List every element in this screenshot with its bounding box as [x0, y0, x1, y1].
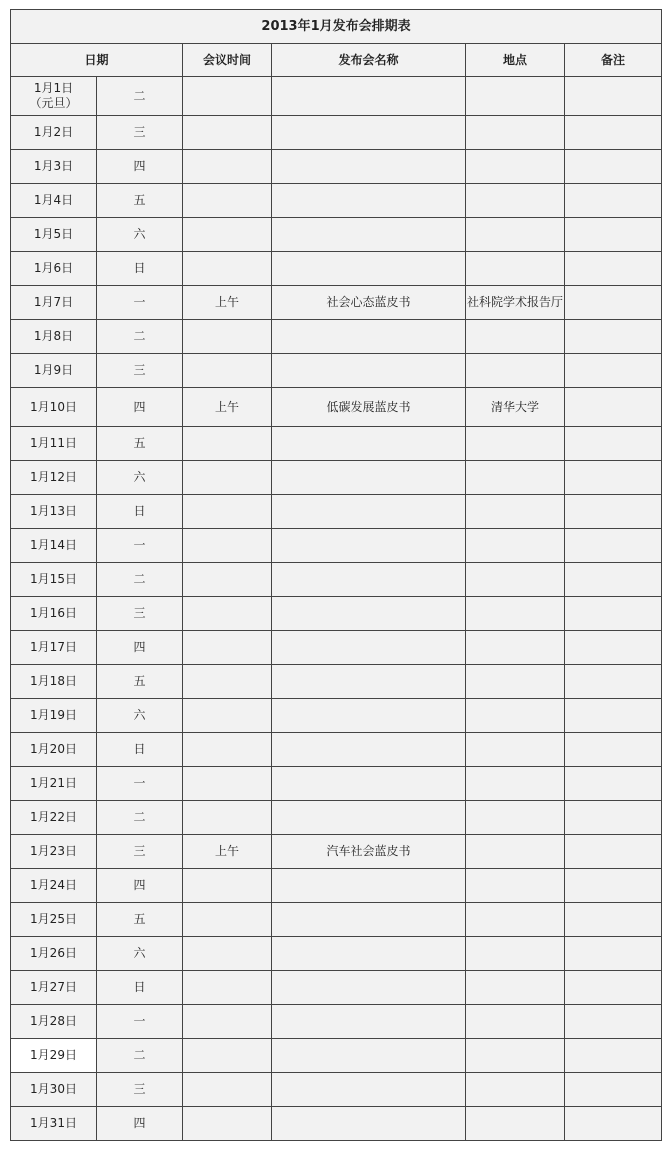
date-cell — [11, 631, 97, 665]
event-name-cell — [272, 150, 466, 184]
date-cell — [11, 354, 97, 388]
note-cell — [565, 665, 662, 699]
time-cell — [183, 937, 272, 971]
date-text: 1月31日 — [30, 1116, 77, 1130]
date-cell — [11, 1005, 97, 1039]
note-cell — [565, 218, 662, 252]
note-cell — [565, 869, 662, 903]
note-cell — [565, 252, 662, 286]
location-cell: 社科院学术报告厅 — [466, 286, 565, 320]
time-cell — [183, 150, 272, 184]
weekday-cell: 五 — [97, 427, 183, 461]
table-row — [11, 937, 662, 971]
location-cell — [466, 869, 565, 903]
note-cell — [565, 903, 662, 937]
date-text: 1月18日 — [30, 674, 77, 688]
table-row — [11, 286, 662, 320]
location-cell — [466, 801, 565, 835]
date-text: 1月23日 — [30, 844, 77, 858]
date-cell — [11, 252, 97, 286]
weekday-cell: 日 — [97, 495, 183, 529]
time-cell — [183, 354, 272, 388]
date-text: 1月30日 — [30, 1082, 77, 1096]
location-cell — [466, 1039, 565, 1073]
event-name-cell — [272, 529, 466, 563]
table-row — [11, 252, 662, 286]
location-cell — [466, 699, 565, 733]
date-cell — [11, 665, 97, 699]
date-cell — [11, 286, 97, 320]
location-cell — [466, 1073, 565, 1107]
table-row — [11, 971, 662, 1005]
time-cell — [183, 733, 272, 767]
time-cell — [183, 1107, 272, 1141]
event-name-cell — [272, 631, 466, 665]
time-cell — [183, 427, 272, 461]
date-text: 1月27日 — [30, 980, 77, 994]
date-text: 1月8日 — [33, 329, 74, 343]
location-cell — [466, 150, 565, 184]
date-text: 1月28日 — [30, 1014, 77, 1028]
location-cell — [466, 252, 565, 286]
time-cell — [183, 77, 272, 116]
location-cell — [466, 354, 565, 388]
holiday-text: （元旦） — [29, 96, 78, 110]
note-cell — [565, 631, 662, 665]
note-cell — [565, 150, 662, 184]
time-cell — [183, 1039, 272, 1073]
weekday-cell: 二 — [97, 801, 183, 835]
note-cell — [565, 597, 662, 631]
location-cell — [466, 184, 565, 218]
table-row — [11, 631, 662, 665]
location-cell — [466, 767, 565, 801]
table-title: 2013年1月发布会排期表 — [11, 10, 662, 44]
date-text: 1月20日 — [30, 742, 77, 756]
location-cell — [466, 495, 565, 529]
table-row — [11, 388, 662, 427]
date-cell — [11, 835, 97, 869]
note-cell — [565, 388, 662, 427]
note-cell — [565, 767, 662, 801]
table-row — [11, 835, 662, 869]
location-cell — [466, 320, 565, 354]
event-name-cell — [272, 767, 466, 801]
date-cell — [11, 116, 97, 150]
date-cell — [11, 150, 97, 184]
date-text: 1月13日 — [30, 504, 77, 518]
table-row — [11, 150, 662, 184]
location-cell — [466, 903, 565, 937]
time-cell — [183, 218, 272, 252]
weekday-cell: 一 — [97, 286, 183, 320]
weekday-cell: 四 — [97, 631, 183, 665]
time-cell — [183, 631, 272, 665]
weekday-cell: 一 — [97, 529, 183, 563]
table-row — [11, 354, 662, 388]
note-cell — [565, 1039, 662, 1073]
note-cell — [565, 461, 662, 495]
weekday-cell: 日 — [97, 971, 183, 1005]
table-row — [11, 801, 662, 835]
header-time: 会议时间 — [183, 44, 272, 77]
weekday-cell: 六 — [97, 461, 183, 495]
note-cell — [565, 495, 662, 529]
location-cell — [466, 971, 565, 1005]
note-cell — [565, 733, 662, 767]
date-text: 1月2日 — [33, 125, 74, 139]
location-cell — [466, 427, 565, 461]
location-cell — [466, 835, 565, 869]
date-cell — [11, 388, 97, 427]
date-cell — [11, 767, 97, 801]
weekday-cell: 三 — [97, 116, 183, 150]
event-name-cell: 社会心态蓝皮书 — [272, 286, 466, 320]
event-name-cell — [272, 665, 466, 699]
date-text: 1月10日 — [30, 399, 77, 414]
date-text: 1月21日 — [30, 776, 77, 790]
location-cell — [466, 1107, 565, 1141]
date-text: 1月14日 — [30, 538, 77, 552]
event-name-cell — [272, 354, 466, 388]
time-cell — [183, 320, 272, 354]
note-cell — [565, 354, 662, 388]
date-cell — [11, 733, 97, 767]
event-name-cell: 汽车社会蓝皮书 — [272, 835, 466, 869]
location-cell — [466, 529, 565, 563]
date-text: 1月1日 — [33, 81, 74, 95]
note-cell — [565, 1073, 662, 1107]
date-text: 1月5日 — [33, 227, 74, 241]
time-cell — [183, 252, 272, 286]
event-name-cell — [272, 699, 466, 733]
weekday-cell: 六 — [97, 218, 183, 252]
note-cell — [565, 1005, 662, 1039]
table-row — [11, 184, 662, 218]
event-name-cell — [272, 1005, 466, 1039]
weekday-cell: 日 — [97, 733, 183, 767]
date-cell — [11, 699, 97, 733]
time-cell — [183, 529, 272, 563]
time-cell — [183, 801, 272, 835]
date-cell — [11, 529, 97, 563]
weekday-cell: 三 — [97, 1073, 183, 1107]
table-row — [11, 1039, 662, 1073]
location-cell — [466, 218, 565, 252]
note-cell — [565, 184, 662, 218]
event-name-cell — [272, 1107, 466, 1141]
table-row — [11, 767, 662, 801]
date-text: 1月29日 — [30, 1048, 77, 1062]
date-text: 1月7日 — [33, 295, 74, 309]
header-name: 发布会名称 — [272, 44, 466, 77]
table-row — [11, 1005, 662, 1039]
date-cell — [11, 184, 97, 218]
time-cell — [183, 1005, 272, 1039]
time-cell — [183, 184, 272, 218]
date-cell — [11, 937, 97, 971]
time-cell — [183, 563, 272, 597]
header-note: 备注 — [565, 44, 662, 77]
schedule-body — [11, 77, 662, 1141]
table-row — [11, 699, 662, 733]
location-cell — [466, 563, 565, 597]
time-cell: 上午 — [183, 835, 272, 869]
date-cell — [11, 1073, 97, 1107]
date-text: 1月26日 — [30, 946, 77, 960]
location-cell — [466, 77, 565, 116]
date-cell — [11, 461, 97, 495]
location-cell — [466, 1005, 565, 1039]
date-cell — [11, 320, 97, 354]
event-name-cell — [272, 218, 466, 252]
location-cell — [466, 665, 565, 699]
note-cell — [565, 427, 662, 461]
weekday-cell: 五 — [97, 184, 183, 218]
location-cell — [466, 597, 565, 631]
table-row — [11, 1107, 662, 1141]
table-row — [11, 461, 662, 495]
event-name-cell — [272, 597, 466, 631]
header-date: 日期 — [11, 44, 183, 77]
date-cell — [11, 563, 97, 597]
note-cell — [565, 937, 662, 971]
event-name-cell — [272, 563, 466, 597]
date-text: 1月6日 — [33, 261, 74, 275]
event-name-cell — [272, 77, 466, 116]
event-name-cell — [272, 801, 466, 835]
date-text: 1月15日 — [30, 572, 77, 586]
time-cell — [183, 903, 272, 937]
date-cell — [11, 869, 97, 903]
table-row — [11, 529, 662, 563]
time-cell — [183, 767, 272, 801]
table-row — [11, 563, 662, 597]
event-name-cell — [272, 971, 466, 1005]
location-cell: 清华大学 — [466, 388, 565, 427]
event-name-cell — [272, 903, 466, 937]
time-cell — [183, 597, 272, 631]
weekday-cell: 二 — [97, 320, 183, 354]
event-name-cell — [272, 733, 466, 767]
table-row — [11, 77, 662, 116]
date-text: 1月9日 — [33, 363, 74, 377]
date-cell — [11, 903, 97, 937]
event-name-cell — [272, 427, 466, 461]
event-name-cell — [272, 252, 466, 286]
location-cell — [466, 461, 565, 495]
table-row — [11, 903, 662, 937]
weekday-cell: 四 — [97, 1107, 183, 1141]
date-cell — [11, 971, 97, 1005]
time-cell — [183, 699, 272, 733]
location-cell — [466, 733, 565, 767]
event-name-cell — [272, 116, 466, 150]
weekday-cell: 五 — [97, 665, 183, 699]
time-cell — [183, 971, 272, 1005]
time-cell — [183, 116, 272, 150]
date-text: 1月4日 — [33, 193, 74, 207]
event-name-cell — [272, 869, 466, 903]
date-cell — [11, 77, 97, 116]
table-row — [11, 665, 662, 699]
date-text: 1月12日 — [30, 470, 77, 484]
event-name-cell — [272, 1073, 466, 1107]
weekday-cell: 三 — [97, 597, 183, 631]
date-text: 1月16日 — [30, 606, 77, 620]
time-cell — [183, 495, 272, 529]
date-cell — [11, 1039, 97, 1073]
weekday-cell: 五 — [97, 903, 183, 937]
event-name-cell — [272, 1039, 466, 1073]
time-cell — [183, 665, 272, 699]
table-row — [11, 869, 662, 903]
note-cell — [565, 835, 662, 869]
note-cell — [565, 801, 662, 835]
time-cell — [183, 869, 272, 903]
date-cell — [11, 1107, 97, 1141]
date-cell — [11, 427, 97, 461]
event-name-cell — [272, 495, 466, 529]
table-row — [11, 320, 662, 354]
note-cell — [565, 699, 662, 733]
table-row — [11, 1073, 662, 1107]
weekday-cell: 二 — [97, 77, 183, 116]
weekday-cell: 二 — [97, 1039, 183, 1073]
note-cell — [565, 563, 662, 597]
date-cell — [11, 495, 97, 529]
date-text: 1月25日 — [30, 912, 77, 926]
date-text: 1月3日 — [33, 159, 74, 173]
weekday-cell: 一 — [97, 1005, 183, 1039]
note-cell — [565, 529, 662, 563]
time-cell — [183, 461, 272, 495]
date-text: 1月19日 — [30, 708, 77, 722]
location-cell — [466, 937, 565, 971]
table-row — [11, 116, 662, 150]
weekday-cell: 六 — [97, 699, 183, 733]
note-cell — [565, 77, 662, 116]
event-name-cell: 低碳发展蓝皮书 — [272, 388, 466, 427]
weekday-cell: 三 — [97, 354, 183, 388]
weekday-cell: 三 — [97, 835, 183, 869]
note-cell — [565, 320, 662, 354]
weekday-cell: 日 — [97, 252, 183, 286]
weekday-cell: 二 — [97, 563, 183, 597]
table-row — [11, 597, 662, 631]
date-cell — [11, 218, 97, 252]
date-cell — [11, 801, 97, 835]
event-name-cell — [272, 320, 466, 354]
event-name-cell — [272, 461, 466, 495]
location-cell — [466, 116, 565, 150]
weekday-cell: 四 — [97, 150, 183, 184]
table-row — [11, 427, 662, 461]
date-text: 1月24日 — [30, 878, 77, 892]
date-cell — [11, 597, 97, 631]
location-cell — [466, 631, 565, 665]
event-name-cell — [272, 937, 466, 971]
note-cell — [565, 116, 662, 150]
date-text: 1月17日 — [30, 640, 77, 654]
weekday-cell: 六 — [97, 937, 183, 971]
table-row — [11, 495, 662, 529]
table-row — [11, 733, 662, 767]
table-row — [11, 218, 662, 252]
weekday-cell: 四 — [97, 869, 183, 903]
weekday-cell: 一 — [97, 767, 183, 801]
schedule-table — [10, 9, 662, 1141]
note-cell — [565, 971, 662, 1005]
header-location: 地点 — [466, 44, 565, 77]
time-cell — [183, 1073, 272, 1107]
date-text: 1月11日 — [30, 436, 77, 450]
weekday-cell: 四 — [97, 388, 183, 427]
note-cell — [565, 1107, 662, 1141]
date-text: 1月22日 — [30, 810, 77, 824]
time-cell: 上午 — [183, 388, 272, 427]
note-cell — [565, 286, 662, 320]
time-cell: 上午 — [183, 286, 272, 320]
event-name-cell — [272, 184, 466, 218]
